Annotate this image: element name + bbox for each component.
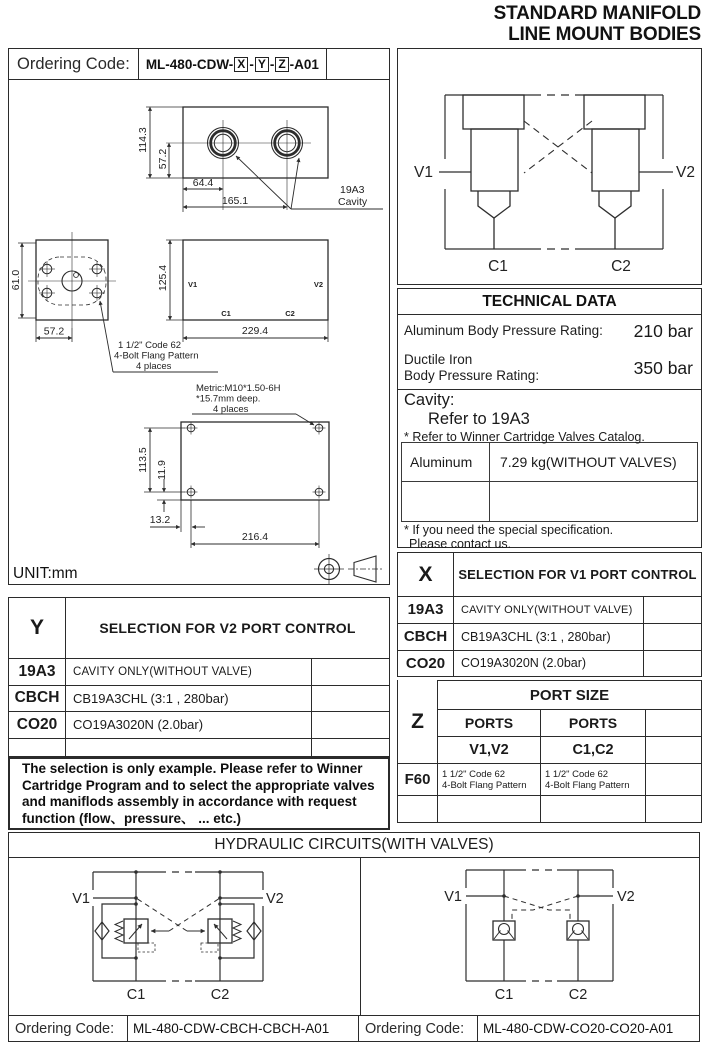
- ordering-code-y: Y: [255, 57, 269, 72]
- flange-callout-line3: 4 places: [136, 361, 172, 372]
- z-empty-row-cell: [438, 795, 541, 822]
- dim-114-3: 114.3: [137, 127, 149, 153]
- hydraulic-title: HYDRAULIC CIRCUITS(WITH VALVES): [9, 833, 699, 858]
- selection-note: [8, 757, 390, 830]
- cbch-port-c1: C1: [126, 987, 146, 1004]
- cbch-circuit-panel: [9, 858, 361, 1015]
- manifold-schematic: [398, 49, 699, 282]
- ordering-code-sep1: -: [249, 56, 254, 72]
- x-row-desc: CAVITY ONLY(WITHOUT VALVE): [454, 597, 644, 623]
- page-title-line1: STANDARD MANIFOLD: [493, 3, 701, 24]
- front-port-v2: V2: [313, 280, 323, 289]
- dim-13-2: 13.2: [149, 514, 171, 526]
- x-row-code: CO20: [398, 651, 454, 677]
- hydraulic-ordering-row: [9, 1015, 699, 1041]
- schematic-port-c2: C2: [611, 258, 631, 275]
- table-row: [9, 685, 389, 712]
- x-row-empty: [644, 597, 701, 623]
- flange-callout-line2: 4-Bolt Flang Pattern: [114, 350, 199, 362]
- technical-footnote: [398, 522, 701, 551]
- cavity-note: * Refer to Winner Cartridge Valves Catalog.: [404, 430, 645, 444]
- drawings-panel: [8, 48, 390, 585]
- dim-216-4: 216.4: [241, 531, 269, 543]
- manifold-schematic-box: [397, 48, 702, 285]
- x-row-empty: [644, 651, 701, 677]
- metric-callout-line2: *15.7mm deep.: [196, 393, 261, 405]
- dim-125-4: 125.4: [157, 264, 169, 292]
- ordering-code-x: X: [234, 57, 248, 72]
- z-sub-v1v2: V1,V2: [438, 737, 541, 763]
- ductile-rating-row: [398, 347, 701, 390]
- ordering-code-prefix: ML-480-CDW-: [145, 56, 234, 72]
- flange-callout-line1: 1 1/2" Code 62: [118, 340, 182, 351]
- co20-circuit-diagram: [361, 858, 697, 1010]
- metric-callout-line3: 4 places: [213, 404, 249, 415]
- y-table-header: [9, 598, 389, 658]
- x-row-empty: [644, 624, 701, 650]
- table-row: [398, 650, 701, 677]
- weight-empty-cell1: [402, 482, 490, 521]
- bottom-view-drawing: [144, 414, 329, 548]
- x-selection-table: [397, 552, 702, 677]
- dim-61-0: 61.0: [10, 269, 22, 291]
- weight-table: [401, 442, 698, 522]
- ordering-code-label: Ordering Code:: [17, 54, 130, 73]
- z-port-cell-v-line1: 1 1/2" Code 62: [442, 768, 506, 780]
- dim-64-4: 64.4: [192, 177, 214, 189]
- z-row-empty: [646, 763, 701, 795]
- note-line: Cartridge Program and to select the appropriate valves: [22, 777, 375, 793]
- x-table-key: X: [398, 553, 454, 596]
- cavity-section: [398, 390, 701, 442]
- y-empty-row: [9, 738, 389, 756]
- weight-row: [402, 443, 697, 482]
- x-table-header: [398, 553, 701, 596]
- cbch-port-v1: V1: [72, 891, 90, 908]
- cbch-circuit-diagram: [9, 858, 359, 1010]
- weight-material: Aluminum: [402, 443, 490, 481]
- cbch-ordering-code: ML-480-CDW-CBCH-CBCH-A01: [128, 1016, 359, 1041]
- cavity-label: Cavity:: [404, 391, 455, 409]
- y-row-desc: CB19A3CHL (3:1 , 280bar): [66, 686, 312, 712]
- note-line: The selection is only example. Please refer to Winner: [22, 761, 363, 776]
- y-row-empty: [312, 712, 389, 738]
- ductile-rating-value: 350 bar: [633, 357, 693, 378]
- x-row-desc: CO19A3020N (2.0bar): [454, 651, 644, 677]
- front-port-c1: C1: [221, 309, 231, 318]
- co20-ordering-label: Ordering Code:: [359, 1016, 478, 1041]
- dim-113-5: 113.5: [137, 447, 149, 473]
- z-empty-row-cell: [541, 795, 646, 822]
- y-row-code: CO20: [9, 712, 66, 738]
- dim-165-1: 165.1: [221, 195, 249, 207]
- note-line: and maniflods assembly in accordance with request: [22, 794, 357, 809]
- ordering-code-row: [9, 49, 389, 80]
- y-row-code: CBCH: [9, 686, 66, 712]
- z-port-cell-c-line1: 1 1/2" Code 62: [545, 768, 609, 780]
- y-table-key: Y: [9, 598, 66, 658]
- y-empty-last: [312, 739, 389, 756]
- cavity-callout-line1: 19A3: [340, 184, 365, 196]
- technical-data-title: TECHNICAL DATA: [398, 289, 701, 315]
- note-line: function (flow、pressure、 ... etc.): [22, 810, 242, 826]
- dim-11-9: 11.9: [156, 460, 168, 480]
- z-empty-row-cell: [646, 795, 701, 822]
- z-sub-c1c2: C1,C2: [541, 737, 646, 763]
- co20-port-v1: V1: [444, 889, 462, 906]
- z-port-cell-v: [438, 763, 541, 795]
- ordering-code-suffix: -A01: [289, 56, 319, 72]
- y-row-desc: CAVITY ONLY(WITHOUT VALVE): [66, 659, 312, 685]
- co20-port-c1: C1: [494, 987, 514, 1004]
- x-row-code: CBCH: [398, 624, 454, 650]
- front-port-v1: V1: [188, 280, 198, 289]
- table-row: [398, 596, 701, 623]
- technical-data-table: [397, 288, 702, 551]
- z-ports-header2: PORTS: [541, 710, 646, 737]
- aluminum-rating-value: 210 bar: [633, 320, 693, 341]
- y-table-title: SELECTION FOR V2 PORT CONTROL: [99, 620, 356, 636]
- cbch-port-v2: V2: [266, 891, 284, 908]
- ordering-code-value: [138, 49, 327, 79]
- co20-ordering-code: ML-480-CDW-CO20-CO20-A01: [483, 1021, 674, 1037]
- ductile-rating-label-line2: Body Pressure Rating:: [404, 368, 540, 383]
- page-title-line2: LINE MOUNT BODIES: [508, 24, 701, 45]
- z-port-cell-c: [541, 763, 646, 795]
- z-table-key: Z: [398, 680, 438, 763]
- z-row-code: F60: [398, 763, 438, 795]
- cavity-callout-line2: Cavity: [338, 196, 368, 208]
- y-row-desc: CO19A3020N (2.0bar): [66, 712, 312, 738]
- projection-symbol-icon: [314, 554, 382, 584]
- dim-57-2-top: 57.2: [157, 148, 169, 170]
- metric-callout-line1: Metric:M10*1.50-6H: [196, 383, 281, 394]
- y-row-empty: [312, 686, 389, 712]
- y-empty-desc: [66, 739, 312, 756]
- z-empty-row-cell: [398, 795, 438, 822]
- dim-229-4: 229.4: [241, 325, 269, 337]
- front-port-c2: C2: [285, 309, 295, 318]
- ordering-code-z: Z: [275, 57, 288, 72]
- table-row: [398, 623, 701, 650]
- technical-footnote-line1: * If you need the special specification.: [404, 523, 614, 537]
- z-port-size-table: [397, 680, 702, 823]
- z-ports-header-empty: [646, 710, 701, 737]
- z-sub-empty: [646, 737, 701, 763]
- y-row-empty: [312, 659, 389, 685]
- y-empty-code: [9, 739, 66, 756]
- unit-label: UNIT:mm: [13, 565, 78, 582]
- x-row-code: 19A3: [398, 597, 454, 623]
- ordering-code-sep2: -: [269, 56, 275, 72]
- z-port-cell-c-line2: 4-Bolt Flang Pattern: [545, 779, 630, 791]
- hydraulic-circuits-section: [8, 832, 700, 1042]
- cavity-value: Refer to 19A3: [428, 410, 530, 428]
- schematic-port-v2: V2: [676, 164, 695, 181]
- table-row: [9, 658, 389, 685]
- co20-port-v2: V2: [617, 889, 635, 906]
- ductile-rating-label: [404, 352, 634, 384]
- y-selection-table: [8, 597, 390, 757]
- weight-value: 7.29 kg(WITHOUT VALVES): [500, 454, 677, 470]
- technical-footnote-line2: Please contact us.: [409, 536, 512, 551]
- table-row: [9, 711, 389, 738]
- schematic-port-c1: C1: [488, 258, 508, 275]
- co20-port-c2: C2: [568, 987, 588, 1004]
- z-ports-header1: PORTS: [438, 710, 541, 737]
- y-row-code: 19A3: [9, 659, 66, 685]
- aluminum-rating-label: Aluminum Body Pressure Rating:: [404, 323, 603, 338]
- schematic-port-v1: V1: [414, 164, 433, 181]
- z-port-cell-v-line2: 4-Bolt Flang Pattern: [442, 779, 527, 791]
- dimensioned-drawings: [9, 80, 387, 584]
- page-title: [494, 3, 701, 45]
- hydraulic-panels: [9, 858, 699, 1015]
- cbch-ordering-label: Ordering Code:: [9, 1016, 128, 1041]
- z-table-title: PORT SIZE: [438, 680, 701, 710]
- cbch-port-c2: C2: [210, 987, 230, 1004]
- x-row-desc: CB19A3CHL (3:1 , 280bar): [454, 624, 644, 650]
- x-table-title: SELECTION FOR V1 PORT CONTROL: [458, 567, 697, 582]
- dim-57-2-end: 57.2: [43, 325, 65, 338]
- ductile-rating-label-line1: Ductile Iron: [404, 352, 473, 367]
- weight-empty-cell2: [490, 482, 697, 521]
- aluminum-rating-row: [398, 315, 701, 347]
- co20-circuit-panel: [361, 858, 699, 1015]
- weight-row-empty: [402, 482, 697, 521]
